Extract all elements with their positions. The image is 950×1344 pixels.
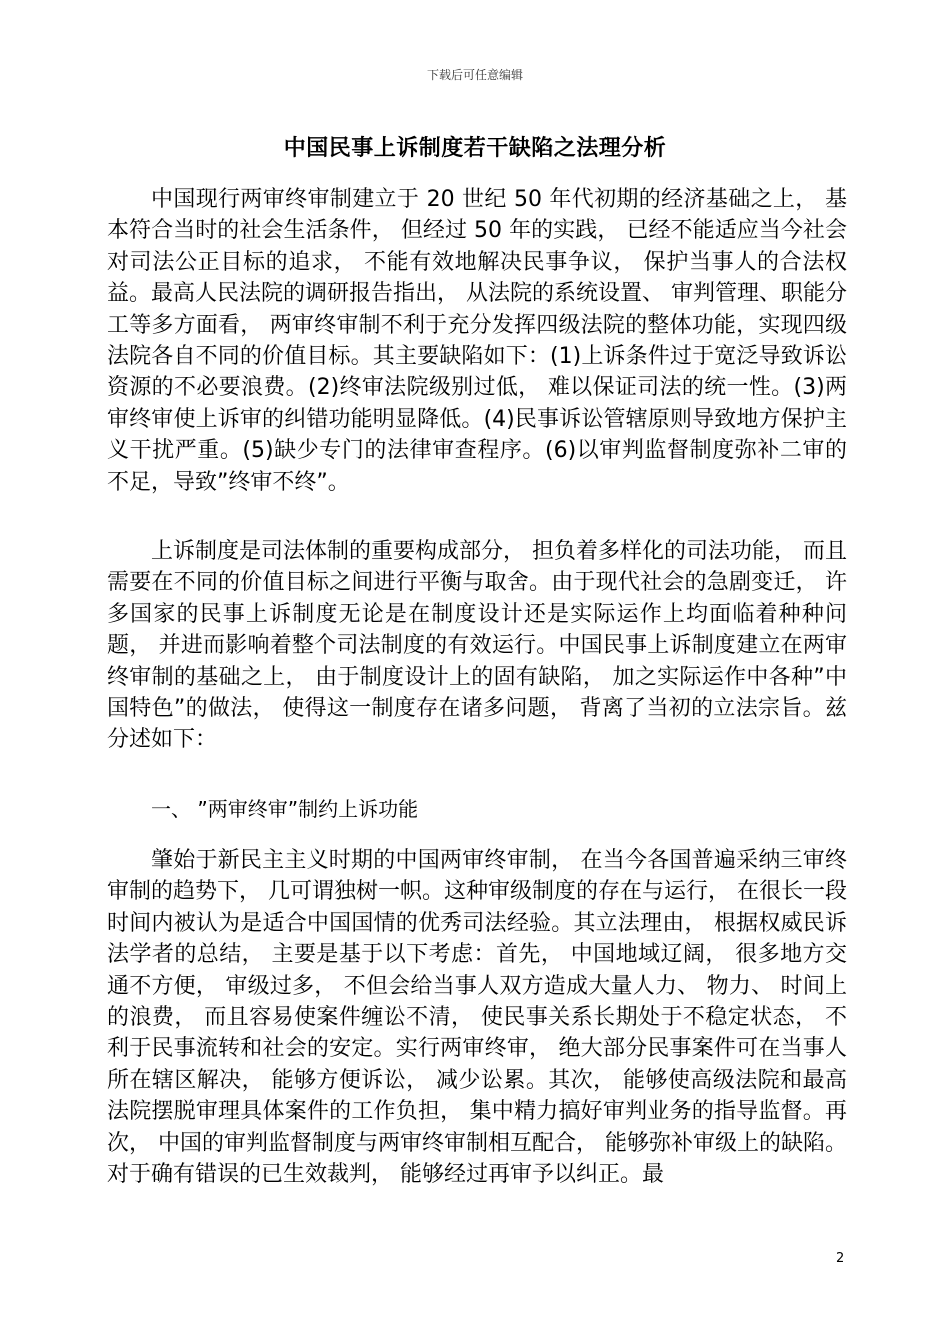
paragraph-1 [107,184,847,498]
paragraph-2 [107,536,847,756]
header-note: 下载后可任意编辑 [426,68,523,82]
paragraph-text: 上诉制度是司法体制的重要构成部分， 担负着多样化的司法功能， 而且需要在不同的价值目标之间进行平衡与取舍。由于现代社会的急剧变迁， 许多国家的民事上诉制度无论是在制度设计还是实际运作上均面临着种种问题， 并进而影响着整个司法制度的有效运行。中国民事上诉制度建立在两审终审制的基础之上， 由于制度设计上的固有缺陷， 加之实际运作中各种”中国特色”的做法， 使得这一制度存在诸多问题， 背离了当初的立法宗旨。兹分述如下： [107,539,847,753]
document-title: 中国民事上诉制度若干缺陷之法理分析 [283,136,667,161]
page-number: 2 [836,1251,845,1266]
paragraph-text: 中国现行两审终审制建立于 20 世纪 50 年代初期的经济基础之上， 基本符合当时的社会生活条件， 但经过 50 年的实践， 已经不能适应当今社会对司法公正目标的追求， 不能有效地解决民事争议， 保护当事人的合法权益。最高人民法院的调研报告指出， 从法院的系统设置、 审判管理、职能分工等多方面看， 两审终审制不利于充分发挥四级法院的整体功能，实现四级法院各自不同的价值目标。其主要缺陷如下：(1)上诉条件过于宽泛导致诉讼资源的不必要浪费。(2)终审法院级别过低， 难以保证司法的统一性。(3)两审终审使上诉审的纠错功能明显降低。(4)民事诉讼管辖原则导致地方保护主义干扰严重。(5)缺少专门的法律审查程序。(6)以审判监督制度弥补二审的不足，导致”终审不终”。 [107,187,847,495]
paragraph-3 [107,845,847,1190]
section-heading: 一、 ”两审终审”制约上诉功能 [151,797,419,821]
paragraph-text: 肇始于新民主主义时期的中国两审终审制， 在当今各国普遍采纳三审终审制的趋势下， 几可谓独树一帜。这种审级制度的存在与运行， 在很长一段时间内被认为是适合中国国情的优秀司法经验。其立法理由， 根据权威民诉法学者的总结， 主要是基于以下考虑：首先， 中国地域辽阔， 很多地方交通不方便， 审级过多， 不但会给当事人双方造成大量人力、 物力、 时间上的浪费， 而且容易使案件缠讼不清， 使民事关系长期处于不稳定状态， 不利于民事流转和社会的安定。实行两审终审， 绝大部分民事案件可在当事人所在辖区解决， 能够方便诉讼， 减少讼累。其次， 能够使高级法院和最高法院摆脱审理具体案件的工作负担， 集中精力搞好审判业务的指导监督。再次， 中国的审判监督制度与两审终审制相互配合， 能够弥补审级上的缺陷。对于确有错误的已生效裁判， 能够经过再审予以纠正。最 [107,848,847,1188]
